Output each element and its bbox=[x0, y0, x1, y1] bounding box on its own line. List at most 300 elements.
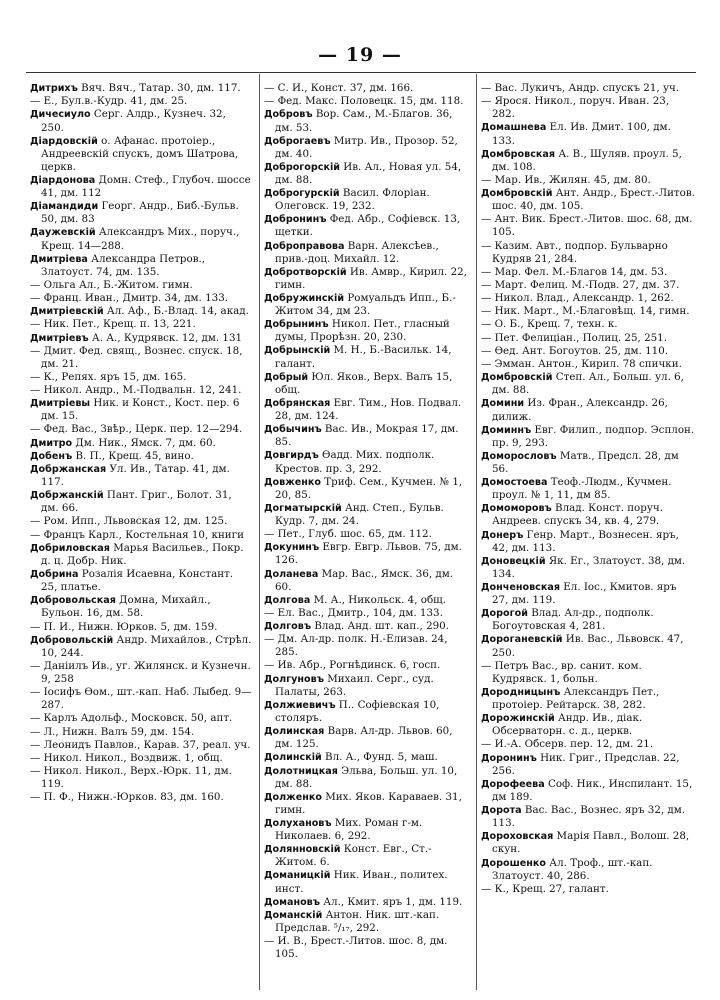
entry-surname: Добровольскій bbox=[30, 634, 114, 646]
directory-entry bbox=[30, 726, 252, 739]
entry-details: — Мар. Ив., Жилян. 45, дм. 80. bbox=[481, 173, 651, 186]
entry-surname: Доброгурскій bbox=[264, 188, 340, 200]
entry-surname: Докунинъ bbox=[264, 542, 320, 554]
directory-entry bbox=[30, 397, 252, 423]
directory-entry bbox=[30, 384, 252, 397]
entry-details: — Дмит. Фед. свящ., Вознес. спуск. 18, дм. 21. bbox=[30, 344, 243, 370]
entry-surname: Долгова bbox=[264, 594, 311, 606]
entry-details: Андр. Ив., діак. Обсерваторн. с. д., церкв. bbox=[492, 712, 643, 738]
directory-entry bbox=[30, 174, 252, 200]
entry-details: — Пет., Глуб. шос. 65, дм. 112. bbox=[264, 528, 432, 541]
directory-entry bbox=[264, 817, 470, 843]
directory-entry bbox=[264, 108, 470, 134]
entry-details: Вор. Сам., М.-Благов. 36, дм. 53. bbox=[275, 108, 453, 134]
entry-details: Мих. Яков. Караваев. 31, гимн. bbox=[275, 790, 462, 816]
entry-surname: Доминнъ bbox=[481, 424, 532, 436]
directory-entry bbox=[30, 200, 252, 226]
entry-details: — Мар. Фел. М.-Благов 14, дм. 53. bbox=[481, 265, 668, 278]
directory-entry bbox=[264, 869, 470, 895]
entry-details: — О. Б., Крещ. 7, техн. к. bbox=[481, 318, 618, 331]
directory-entry bbox=[481, 450, 695, 476]
entry-details: Васил. Флоріан. Олеговск. 19, 232. bbox=[275, 187, 430, 213]
entry-details: — Никол. Андр., М.-Подвальн. 12, 241. bbox=[30, 384, 242, 397]
directory-entry bbox=[30, 568, 252, 594]
entry-details: Ник. и Конст., Кост. пер. 6 дм. 15. bbox=[41, 397, 240, 423]
directory-entry bbox=[30, 450, 252, 463]
directory-entry bbox=[30, 752, 252, 765]
entry-details: — Фед. Вас., Звѣр., Церк. пер. 12—294. bbox=[30, 423, 243, 436]
directory-entry bbox=[481, 607, 695, 633]
directory-column-1 bbox=[30, 82, 252, 804]
directory-entry bbox=[264, 528, 470, 541]
directory-entry bbox=[481, 502, 695, 528]
entry-details: — Петръ Вас., вр. санит. ком. Кудрявск. 1, больн. bbox=[481, 659, 642, 685]
entry-surname: Доланева bbox=[264, 568, 319, 580]
entry-details: Матв., Предсл. 28, дм 56. bbox=[492, 449, 679, 475]
directory-entry bbox=[30, 95, 252, 108]
entry-details: — Леонидъ Павлов., Карав. 37, реал. уч. bbox=[30, 738, 251, 751]
directory-entry bbox=[481, 279, 695, 292]
entry-details: Розалія Исаевна, Констант. 25, платье. bbox=[41, 568, 234, 594]
entry-surname: Домоморовъ bbox=[481, 503, 552, 515]
directory-entry bbox=[481, 187, 695, 213]
directory-entry bbox=[264, 620, 470, 633]
entry-details: Степ. Ал., Больш. ул. 6, дм. 88. bbox=[492, 371, 684, 397]
entry-details: — Францъ Карл., Костельная 10, книги bbox=[30, 528, 244, 541]
entry-details: — И.-А. Обсерв. пер. 12, дм. 21. bbox=[481, 738, 654, 751]
entry-details: Юл. Яков., Верх. Валъ 15, общ. bbox=[275, 370, 453, 396]
entry-surname: Доновецкій bbox=[481, 555, 546, 567]
directory-entry bbox=[481, 581, 695, 607]
entry-surname: Добрина bbox=[30, 569, 79, 581]
directory-entry bbox=[481, 883, 695, 896]
entry-surname: Добычинъ bbox=[264, 424, 322, 436]
directory-entry bbox=[264, 318, 470, 344]
directory-entry bbox=[264, 240, 470, 266]
directory-entry bbox=[264, 344, 470, 370]
entry-surname: Доброгаевъ bbox=[264, 135, 331, 147]
entry-details: Вас. Ив., Мокрая 17, дм. 85. bbox=[275, 423, 459, 449]
directory-entry bbox=[30, 318, 252, 331]
directory-entry bbox=[30, 108, 252, 134]
directory-entry bbox=[481, 345, 695, 358]
entry-details: Из. Фран., Александр. 26, дилиж. bbox=[492, 397, 668, 423]
entry-details: Варн. Алексѣев., прив.-доц. Михайл. 12. bbox=[275, 239, 439, 265]
directory-entry bbox=[481, 82, 695, 95]
directory-entry bbox=[481, 857, 695, 883]
directory-entry bbox=[30, 489, 252, 515]
entry-details: — Пет. Фелиціан., Полиц. 25, 251. bbox=[481, 331, 667, 344]
directory-entry bbox=[264, 751, 470, 764]
entry-surname: Добрый bbox=[264, 371, 309, 383]
entry-details: Александръ Мих., поруч., Крещ. 14—288. bbox=[41, 226, 240, 252]
entry-details: М. Н., Б.-Васильк. 14, галант. bbox=[275, 344, 452, 370]
entry-details: Серг. Алдр., Кузнеч. 32, 250. bbox=[41, 108, 226, 134]
directory-entry bbox=[264, 135, 470, 161]
directory-entry bbox=[264, 423, 470, 449]
directory-entry bbox=[30, 423, 252, 436]
entry-surname: Донченовская bbox=[481, 582, 560, 593]
entry-details: Домн. Стеф., Глубоч. шоссе 41, дм. 112 bbox=[41, 173, 251, 200]
directory-entry bbox=[30, 594, 252, 620]
entry-details: Андр. Михайлов., Стрѣл. 10, 244. bbox=[41, 633, 252, 659]
entry-surname: Добронинъ bbox=[264, 214, 327, 226]
entry-details: Антон. Ник. шт.-кап. Предслав. ⁵/₁₇, 292. bbox=[275, 908, 440, 935]
entry-details: Домна, Михайл., Бульон. 16, дм. 58. bbox=[41, 594, 211, 620]
directory-entry bbox=[30, 712, 252, 725]
page-number: — 19 — bbox=[318, 44, 402, 66]
entry-surname: Должиевичъ bbox=[264, 699, 336, 711]
directory-entry bbox=[30, 226, 252, 252]
entry-surname: Дмитріевы bbox=[30, 398, 91, 410]
directory-entry bbox=[264, 633, 470, 659]
directory-entry bbox=[264, 397, 470, 423]
directory-entry bbox=[264, 371, 470, 397]
directory-entry bbox=[481, 213, 695, 239]
directory-entry bbox=[264, 476, 470, 502]
entry-details: Соф. Ник., Инспилант. 15, дм 189. bbox=[492, 777, 693, 803]
directory-column-3 bbox=[481, 82, 695, 896]
entry-surname: Долгуновъ bbox=[264, 673, 324, 685]
entry-details: — Франц. Иван., Дмитр. 34, дм. 133. bbox=[30, 291, 229, 304]
directory-entry bbox=[264, 266, 470, 292]
directory-entry bbox=[264, 292, 470, 318]
entry-surname: Догматырскій bbox=[264, 502, 342, 514]
entry-surname: Довгирдъ bbox=[264, 450, 319, 462]
entry-details: Ив. Амвр., Кирил. 22, гимн. bbox=[275, 265, 467, 291]
entry-details: Ив. Ал., Новая ул. 54, дм. 88. bbox=[275, 160, 462, 186]
entry-details: — Никол. Никол., Воздвиж. 1, общ. bbox=[30, 751, 223, 764]
entry-details: — Іосифъ Ѳом., шт.-кап. Наб. Лыбед. 9—287. bbox=[30, 686, 252, 712]
entry-details: о. Афанас. протоіер., Андреевскій спускъ, домъ Шатрова, церкв. bbox=[41, 134, 239, 173]
entry-surname: Долянновскій bbox=[264, 844, 341, 856]
directory-entry bbox=[481, 529, 695, 555]
entry-details: Евг. Тим., Нов. Подвал. 28, дм. 124. bbox=[275, 396, 462, 423]
entry-surname: Добрянская bbox=[264, 397, 331, 409]
entry-details: — Ром. Ипп., Львовская 12, дм. 125. bbox=[30, 515, 228, 528]
entry-surname: Домбровская bbox=[481, 148, 556, 160]
entry-details: Вяч. Вяч., Татар. 30, дм. 117. bbox=[77, 82, 241, 94]
entry-details: П.. Софіевская 10, столяръ. bbox=[275, 698, 440, 725]
entry-details: — Дм. Ал-др. полк. Н.-Елизав. 24, 285. bbox=[264, 633, 448, 659]
entry-details: — К., Репях. яръ 15, дм. 165. bbox=[30, 370, 187, 383]
entry-details: Варв. Ал-др. Львов. 60, дм. 125. bbox=[275, 725, 453, 751]
directory-entry bbox=[30, 542, 252, 568]
entry-details: Ив. Вас., Львовск. 47, 250. bbox=[492, 633, 684, 659]
directory-entry bbox=[30, 463, 252, 489]
directory-entry bbox=[264, 449, 470, 475]
entry-details: Михаил. Серг., суд. Палаты, 263. bbox=[275, 672, 434, 698]
directory-entry bbox=[264, 765, 470, 791]
entry-details: — Эмман. Антон., Кирил. 78 спички. bbox=[481, 357, 682, 370]
entry-surname: Домановъ bbox=[264, 896, 320, 908]
directory-entry bbox=[30, 791, 252, 804]
entry-details: — Е., Бул.в.-Кудр. 41, дм. 25. bbox=[30, 95, 188, 108]
directory-entry bbox=[481, 121, 695, 147]
entry-surname: Дорофеева bbox=[481, 778, 545, 790]
entry-surname: Добрынскій bbox=[264, 345, 331, 357]
entry-surname: Дмитріевъ bbox=[30, 332, 89, 344]
directory-entry bbox=[264, 568, 470, 594]
entry-details: — Ник. Пет., Крещ. п. 13, 221. bbox=[30, 318, 196, 331]
directory-entry bbox=[264, 594, 470, 607]
entry-surname: Долговъ bbox=[264, 621, 312, 633]
entry-surname: Домбровскій bbox=[481, 372, 553, 384]
entry-details: Влад. Ал-др., подполк. Богоутовская 4, 281. bbox=[492, 607, 654, 633]
directory-entry bbox=[481, 95, 695, 121]
entry-details: М. А., Никольск. 4, общ. bbox=[310, 593, 447, 606]
entry-details: Як. Ег., Златоуст. 38, дм. 134. bbox=[492, 554, 686, 580]
entry-details: Ник. Иван., политех. инст. bbox=[275, 869, 448, 895]
directory-entry bbox=[481, 318, 695, 331]
column-divider bbox=[476, 74, 477, 990]
directory-entry bbox=[264, 161, 470, 187]
directory-entry bbox=[481, 332, 695, 345]
entry-details: — Вас. Лукичъ, Андр. спускъ 21, уч. bbox=[481, 82, 680, 94]
entry-surname: Дороганевскій bbox=[481, 634, 563, 646]
directory-entry bbox=[481, 174, 695, 187]
directory-entry bbox=[481, 397, 695, 423]
directory-entry bbox=[264, 213, 470, 239]
entry-details: Ал., Кмит. яръ 1, дм. 119. bbox=[319, 895, 463, 908]
directory-entry bbox=[30, 621, 252, 634]
entry-details: — Ив. Абр., Рогнѣдинск. 6, госп. bbox=[264, 659, 441, 672]
entry-details: Влад. Конст. поруч. Андреев. спускъ 34, кв. 4, 279. bbox=[492, 502, 663, 528]
entry-details: — Март. Фелиц. М.-Подв. 27, дм. 37. bbox=[481, 278, 680, 291]
directory-entry bbox=[481, 830, 695, 856]
entry-details: — Никол. Влад., Александр. 1, 262. bbox=[481, 292, 674, 305]
entry-details: Ел. Іос., Кмитов. яръ 27, дм. 119. bbox=[492, 581, 677, 607]
directory-entry bbox=[264, 607, 470, 620]
entry-details: Ѳадд. Мих. подполк. Крестов. пр. 3, 292. bbox=[275, 449, 435, 475]
entry-details: Ал. Аф., Б.-Влад. 14, акад. bbox=[103, 305, 249, 318]
directory-entry bbox=[30, 437, 252, 450]
directory-entry bbox=[30, 253, 252, 279]
entry-details: Генр. Март., Вознесен. яръ, 42, дм. 113. bbox=[492, 528, 679, 554]
directory-entry bbox=[264, 699, 470, 725]
entry-details: — Фед. Макс. Половецк. 15, дм. 118. bbox=[264, 95, 464, 108]
entry-surname: Долинская bbox=[264, 726, 325, 738]
directory-entry bbox=[30, 686, 252, 712]
directory-entry bbox=[264, 187, 470, 213]
entry-surname: Дорогой bbox=[481, 608, 528, 620]
entry-surname: Доморословъ bbox=[481, 450, 557, 462]
entry-details: Ник. Григ., Предслав. 22, 256. bbox=[492, 751, 680, 777]
entry-details: В. П., Крещ. 45, вино. bbox=[72, 449, 194, 462]
entry-surname: Добровъ bbox=[264, 109, 313, 121]
directory-entry bbox=[481, 476, 695, 502]
directory-entry bbox=[30, 739, 252, 752]
entry-details: Мих. Роман г-м. Николаев. 6, 292. bbox=[275, 817, 423, 843]
directory-entry bbox=[264, 541, 470, 567]
entry-surname: Дмитріевскій bbox=[30, 306, 104, 318]
entry-surname: Добружинскій bbox=[264, 292, 345, 304]
directory-entry bbox=[481, 633, 695, 659]
entry-surname: Долотницкая bbox=[264, 765, 338, 777]
entry-surname: Доброправова bbox=[264, 240, 345, 252]
header-rule bbox=[26, 72, 696, 73]
directory-entry bbox=[481, 555, 695, 581]
directory-entry bbox=[481, 778, 695, 804]
entry-surname: Даужевскій bbox=[30, 227, 96, 239]
entry-details: — Ант. Вик. Брест.-Литов. шос. 68, дм. 105. bbox=[481, 213, 693, 239]
entry-surname: Домостоева bbox=[481, 477, 548, 489]
entry-details: Александра Петров., Златоуст. 74, дм. 135. bbox=[41, 252, 206, 278]
entry-details: Никол. Пет., гласный думы, Прорѣзн. 20, 230. bbox=[275, 318, 450, 344]
entry-details: А. А., Кудрявск. 12, дм. 131 bbox=[88, 331, 243, 344]
directory-entry bbox=[30, 292, 252, 305]
entry-surname: Домашнева bbox=[481, 122, 547, 134]
directory-entry bbox=[30, 529, 252, 542]
entry-details: Влад. Анд. шт. кап., 290. bbox=[311, 620, 449, 633]
directory-entry bbox=[264, 791, 470, 817]
directory-entry bbox=[264, 896, 470, 909]
directory-entry bbox=[30, 279, 252, 292]
directory-entry bbox=[481, 358, 695, 371]
directory-entry bbox=[30, 305, 252, 318]
entry-details: Марья Васильев., Покр. д. ц. Добр. Ник. bbox=[41, 541, 244, 567]
directory-entry bbox=[481, 686, 695, 712]
entry-surname: Домбровскій bbox=[481, 188, 553, 200]
directory-entry bbox=[481, 292, 695, 305]
entry-details: Пант. Григ., Болот. 31, дм. 66. bbox=[41, 489, 232, 515]
directory-entry bbox=[264, 843, 470, 869]
entry-details: — Ел. Вас., Дмитр., 104, дм. 133. bbox=[264, 606, 443, 619]
entry-details: — Казим. Авт., подпор. Бульварно Кудряв 21, 284. bbox=[481, 239, 668, 265]
directory-entry bbox=[30, 765, 252, 791]
entry-details: — Никол. Никол., Верх.-Юрк. 11, дм. 119. bbox=[30, 765, 232, 791]
entry-details: Марія Павл., Волош. 28, скун. bbox=[492, 830, 690, 856]
entry-details: Вас. Вас., Вознес. яръ 32, дм. 113. bbox=[492, 804, 686, 830]
directory-entry bbox=[30, 345, 252, 371]
entry-details: — К., Крещ. 27, галант. bbox=[481, 882, 609, 895]
directory-entry bbox=[481, 804, 695, 830]
entry-surname: Дитрихъ bbox=[30, 83, 78, 94]
directory-entry bbox=[30, 135, 252, 174]
directory-entry bbox=[481, 148, 695, 174]
column-divider bbox=[259, 74, 260, 990]
entry-details: Георг. Андр., Биб.-Бульв. 50, дм. 83 bbox=[41, 200, 239, 226]
entry-details: Ул. Ив., Татар. 41, дм. 117. bbox=[41, 463, 230, 489]
entry-surname: Добржанскій bbox=[30, 490, 104, 502]
entry-details: Анд. Степ., Бульв. Кудр. 7, дм. 24. bbox=[275, 501, 444, 528]
directory-entry bbox=[30, 634, 252, 660]
directory-entry bbox=[481, 738, 695, 751]
entry-surname: Дорота bbox=[481, 805, 522, 817]
directory-entry bbox=[30, 660, 252, 686]
entry-surname: Донеръ bbox=[481, 529, 524, 541]
directory-entry bbox=[481, 752, 695, 778]
directory-entry bbox=[264, 82, 470, 95]
directory-entry bbox=[481, 660, 695, 686]
directory-entry bbox=[481, 266, 695, 279]
entry-surname: Довженко bbox=[264, 476, 321, 488]
entry-details: Конст. Евг., Ст.-Житом. 6. bbox=[275, 843, 432, 869]
entry-surname: Добенъ bbox=[30, 450, 73, 462]
entry-surname: Добрынинъ bbox=[264, 319, 329, 331]
entry-surname: Добровольская bbox=[30, 595, 116, 607]
entry-surname: Добротворскій bbox=[264, 266, 347, 278]
directory-entry bbox=[481, 305, 695, 318]
entry-surname: Діамандиди bbox=[30, 201, 99, 213]
directory-entry bbox=[264, 95, 470, 108]
entry-details: Ант. Андр., Брест.-Литов. шос. 40, дм. 105. bbox=[492, 187, 695, 213]
entry-details: Фед. Абр., Софіевск. 13, щетки. bbox=[275, 213, 461, 239]
entry-surname: Добржанская bbox=[30, 464, 107, 475]
directory-entry bbox=[264, 673, 470, 699]
entry-surname: Дорожинскій bbox=[481, 713, 555, 725]
entry-details: Триф. Сем., Кучмен. № 1, 20, 85. bbox=[275, 475, 463, 501]
entry-surname: Дичесиуло bbox=[30, 109, 91, 121]
entry-details: Эльва, Больш. ул. 10, дм. 88. bbox=[275, 764, 458, 790]
directory-entry bbox=[481, 712, 695, 738]
entry-surname: Дороховская bbox=[481, 831, 554, 843]
directory-entry bbox=[264, 659, 470, 672]
entry-details: — Ярося. Никол., поруч. Иван. 23, 282. bbox=[481, 95, 670, 121]
entry-details: — П. Ф., Нижн.-Юрков. 83, дм. 160. bbox=[30, 791, 224, 804]
entry-details: Мар. Вас., Ямск. 36, дм. 60. bbox=[275, 567, 454, 593]
directory-entry bbox=[264, 935, 470, 961]
entry-details: — Л., Нижн. Валъ 59, дм. 154. bbox=[30, 725, 195, 738]
entry-details: — Ѳед. Ант. Богоутов. 25, дм. 110. bbox=[481, 344, 669, 357]
entry-details: Теоф.-Людм., Кучмен. проул. № 1, 11, дм 85. bbox=[492, 476, 672, 502]
entry-surname: Долухановъ bbox=[264, 818, 332, 829]
entry-details: Евгр. Евгр. Львов. 75, дм. 126. bbox=[275, 541, 462, 567]
entry-details: Ал. Троф., шт.-кап. Златоуст. 40, 286. bbox=[492, 856, 653, 882]
entry-surname: Діардонова bbox=[30, 174, 96, 186]
directory-entry bbox=[481, 240, 695, 266]
directory-entry bbox=[30, 515, 252, 528]
entry-details: Вл. А., Фунд. 5, маш. bbox=[321, 751, 438, 764]
entry-surname: Дородницынъ bbox=[481, 686, 561, 698]
entry-surname: Доронинъ bbox=[481, 752, 537, 764]
entry-surname: Долженко bbox=[264, 791, 322, 803]
entry-surname: Доманицкій bbox=[264, 870, 331, 882]
entry-surname: Доманскій bbox=[264, 909, 323, 921]
entry-details: — Ник. Март., М.-Благовѣщ. 14, гимн. bbox=[481, 305, 690, 318]
entry-details: — П. И., Нижн. Юрков. 5, дм. 159. bbox=[30, 620, 218, 633]
entry-details: А. В., Шуляв. проул. 5, дм. 108. bbox=[492, 147, 682, 173]
entry-details: — Карлъ Адольф., Московск. 50, апт. bbox=[30, 712, 233, 725]
entry-surname: Діардовскій bbox=[30, 135, 98, 147]
directory-entry bbox=[264, 725, 470, 751]
directory-entry bbox=[30, 332, 252, 345]
directory-entry bbox=[264, 909, 470, 935]
directory-entry bbox=[30, 371, 252, 384]
entry-details: Дм. Ник., Ямск. 7, дм. 60. bbox=[72, 436, 216, 449]
entry-surname: Дорошенко bbox=[481, 857, 547, 869]
entry-details: Митр. Ив., Прозор. 52, дм. 40. bbox=[275, 134, 458, 160]
entry-details: — С. И., Конст. 37, дм. 166. bbox=[264, 82, 414, 94]
entry-details: Евг. Филип., подпор. Эсплон. пр. 9, 293. bbox=[492, 423, 695, 449]
directory-entry bbox=[30, 82, 252, 95]
entry-details: Ел. Ив. Дмит. 100, дм. 133. bbox=[492, 121, 671, 147]
directory-entry bbox=[481, 371, 695, 397]
directory-entry bbox=[264, 502, 470, 528]
entry-surname: Домини bbox=[481, 398, 525, 410]
entry-details: Александръ Пет., протоіер. Рейтарск. 38, 282. bbox=[492, 685, 660, 712]
directory-column-2 bbox=[264, 82, 470, 961]
entry-surname: Долинскій bbox=[264, 752, 322, 764]
entry-details: — Ольга Ал., Б.-Житом. гимн. bbox=[30, 278, 193, 291]
directory-entry bbox=[481, 424, 695, 450]
entry-surname: Дмитріева bbox=[30, 253, 88, 265]
entry-details: — И. В., Брест.-Литов. шос. 8, дм. 105. bbox=[264, 935, 448, 961]
entry-surname: Добриловская bbox=[30, 542, 110, 554]
entry-details: — Даніилъ Ив., уг. Жилянск. и Кузнечн. 9, 258 bbox=[30, 659, 251, 686]
entry-surname: Дмитро bbox=[30, 437, 73, 449]
entry-details: Ромуальдъ Ипп., Б.-Житом 34, дм 23. bbox=[275, 291, 456, 318]
